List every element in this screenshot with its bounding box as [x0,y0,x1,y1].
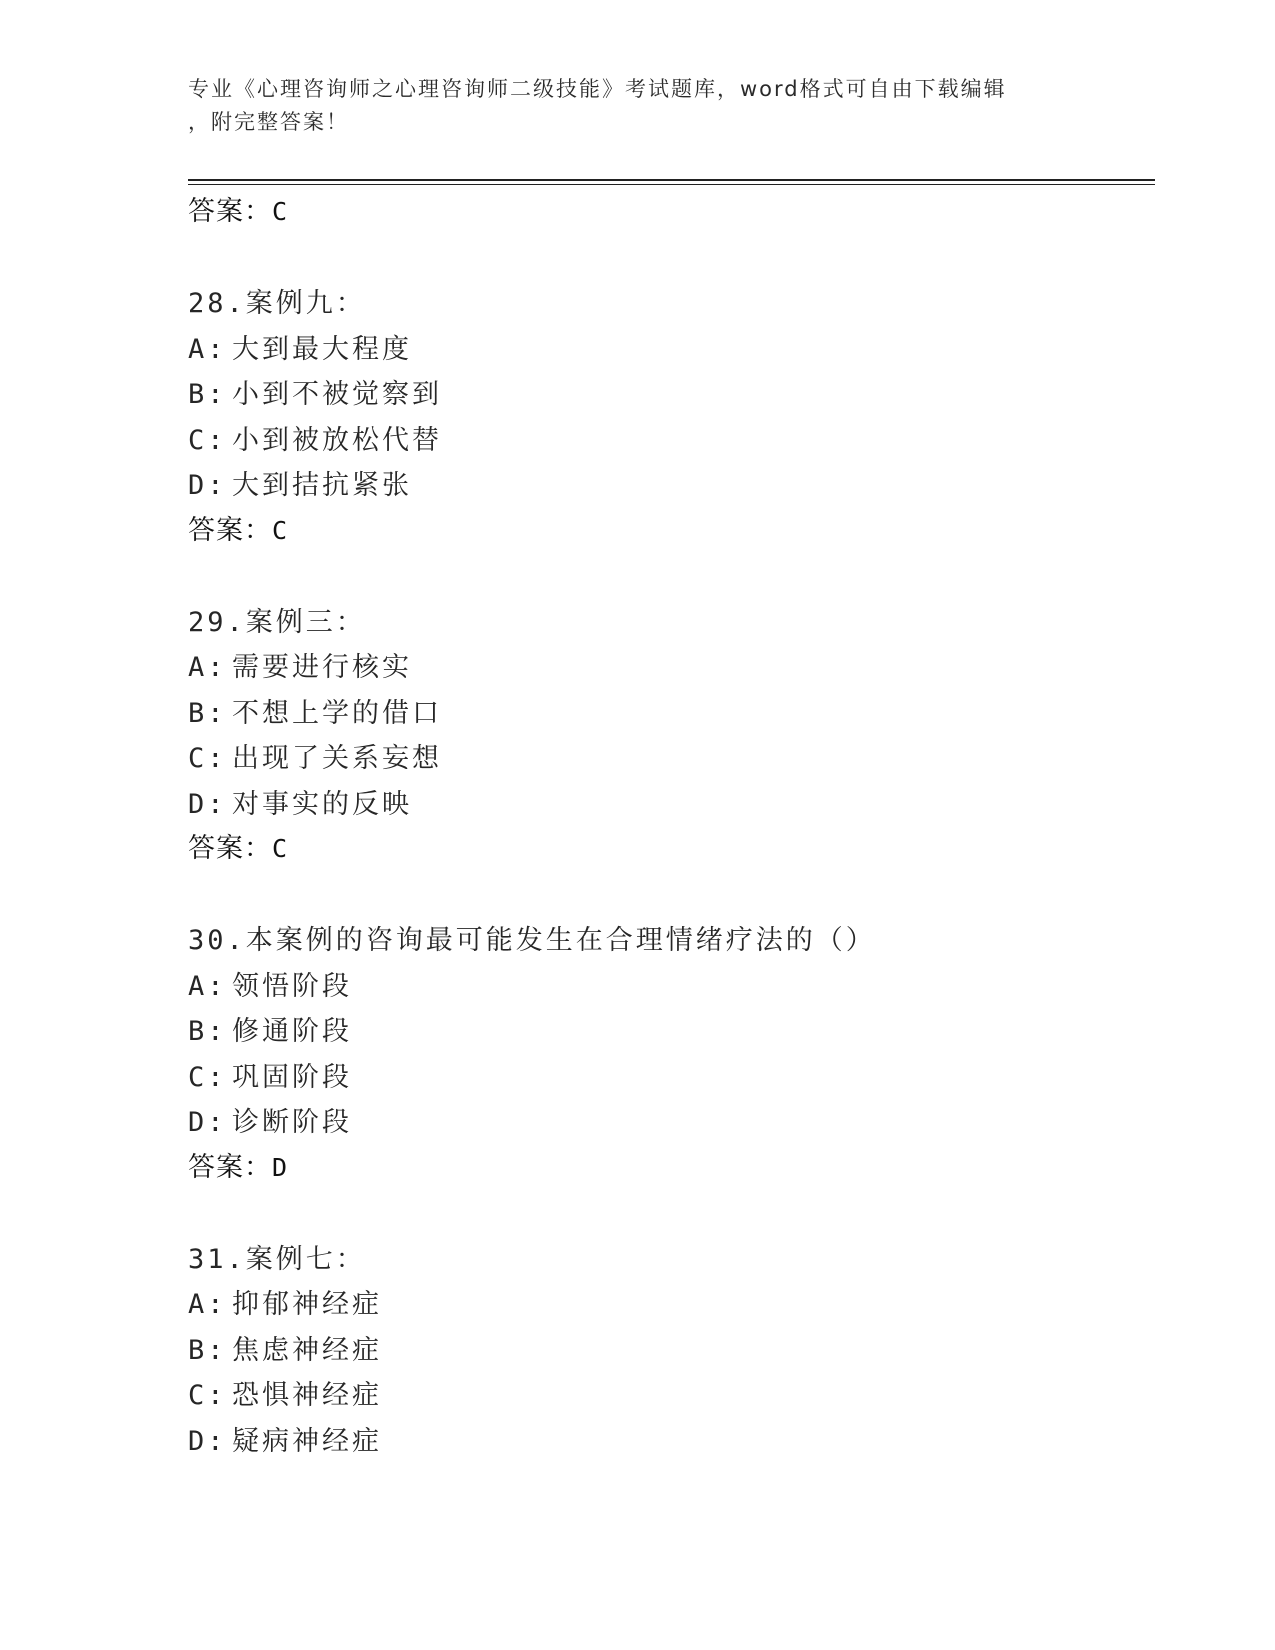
answer-value: C [272,834,289,863]
option-c [188,1373,1148,1419]
question-item [188,1237,1148,1465]
document-header [188,73,1088,139]
option-text: 对事实的反映 [232,788,412,820]
option-d [188,463,1148,509]
option-letter: A: [188,333,227,365]
option-a [188,645,1148,691]
option-letter: A: [188,970,227,1002]
answer-line [188,827,1148,871]
option-c [188,736,1148,782]
question-item [188,600,1148,872]
option-letter: D: [188,1425,227,1457]
option-text: 抑郁神经症 [232,1289,382,1320]
option-b [188,691,1148,737]
option-letter: C: [188,1380,227,1411]
option-text: 巩固阶段 [232,1061,352,1093]
option-text: 焦虑神经症 [232,1334,382,1366]
answer-label: 答案： [188,833,272,864]
option-a [188,1282,1148,1328]
question-title: 28.案例九： [188,288,366,319]
option-letter: B: [188,379,227,410]
option-text: 不想上学的借口 [232,697,442,729]
question-item [188,281,1148,553]
option-letter: A: [188,652,227,683]
answer-value: C [272,197,289,226]
answer-line [188,509,1148,553]
option-letter: C: [188,743,227,774]
option-letter: A: [188,1289,227,1320]
answer-label: 答案： [188,196,272,227]
option-text: 领悟阶段 [232,970,352,1002]
option-b [188,1328,1148,1374]
option-letter: C: [188,1061,227,1093]
option-text: 诊断阶段 [232,1107,352,1138]
option-d [188,1100,1148,1146]
question-item [188,918,1148,1190]
option-text: 恐惧神经症 [232,1380,382,1411]
option-text: 需要进行核实 [232,652,412,683]
question-list [188,190,1148,1464]
option-text: 大到拮抗紧张 [232,470,412,501]
answer-label: 答案： [188,1151,272,1183]
option-b [188,1009,1148,1055]
option-text: 疑病神经症 [232,1425,382,1457]
question-title: 31.案例七： [188,1243,366,1275]
header-line-2: ，附完整答案！ [188,110,349,134]
answer-label: 答案： [188,514,272,546]
answer-line [188,1146,1148,1190]
question-title: 29.案例三： [188,606,366,638]
answer-line [188,190,1148,234]
option-letter: C: [188,424,227,456]
option-letter: D: [188,470,227,501]
option-letter: B: [188,1334,227,1366]
option-c [188,418,1148,464]
option-text: 小到被放松代替 [232,424,442,456]
option-d [188,1419,1148,1465]
answer-value: C [272,515,289,545]
header-line-1: 专业《心理咨询师之心理咨询师二级技能》考试题库，word格式可自由下载编辑 [188,77,1007,101]
option-text: 出现了关系妄想 [232,743,442,774]
option-d [188,782,1148,828]
option-a [188,327,1148,373]
option-letter: B: [188,1016,227,1047]
option-b [188,372,1148,418]
header-divider-thin [188,184,1155,185]
question-title: 30.本案例的咨询最可能发生在合理情绪疗法的（） [188,925,876,956]
option-letter: D: [188,788,227,820]
header-divider-thick [188,179,1155,181]
option-text: 大到最大程度 [232,333,412,365]
option-c [188,1055,1148,1101]
option-letter: B: [188,697,227,729]
answer-value: D [272,1152,289,1182]
option-a [188,964,1148,1010]
option-text: 修通阶段 [232,1016,352,1047]
option-text: 小到不被觉察到 [232,379,442,410]
option-letter: D: [188,1107,227,1138]
